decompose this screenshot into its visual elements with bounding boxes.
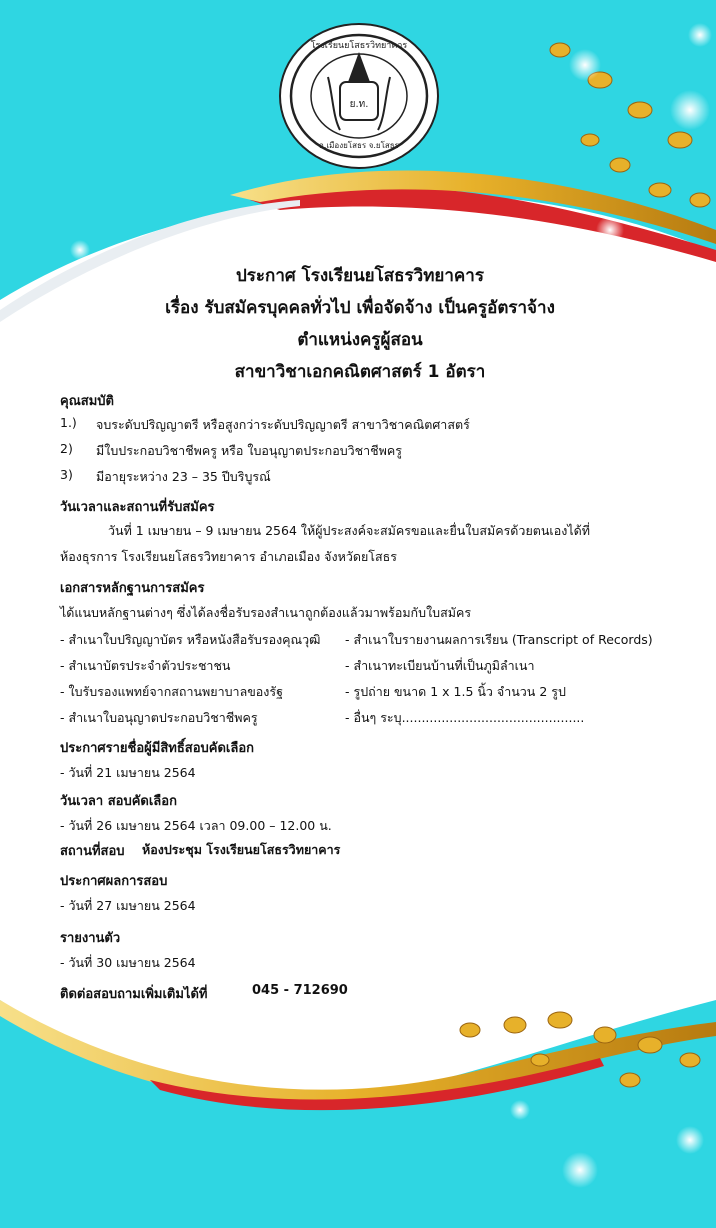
documents-heading: เอกสารหลักฐานการสมัคร [60, 581, 205, 596]
title-line-3: ตำแหน่งครูผู้สอน [297, 330, 423, 350]
exam-heading: วันเวลา สอบคัดเลือก [60, 794, 177, 809]
application-line-2: ห้องธุรการ โรงเรียนยโสธรวิทยาคาร อำเภอเมือง จังหวัดยโสธร [60, 549, 397, 564]
application-line-1: วันที่ 1 เมษายน – 9 เมษายน 2564 ให้ผู้ประสงค์จะสมัครขอและยื่นใบสมัครด้วยตนเองได้ที่ [108, 523, 590, 538]
eligible-date: - วันที่ 21 เมษายน 2564 [60, 765, 196, 780]
qualification-num-3: 3) [60, 467, 73, 482]
document-right-1: - สำเนาใบรายงานผลการเรียน (Transcript of Records) [345, 632, 653, 647]
qualification-num-1: 1.) [60, 415, 77, 430]
results-date: - วันที่ 27 เมษายน 2564 [60, 898, 196, 913]
results-heading: ประกาศผลการสอบ [60, 874, 168, 889]
qualification-item-3: มีอายุระหว่าง 23 – 35 ปีบริบูรณ์ [96, 469, 271, 484]
seal-initials: ย.ท. [349, 99, 369, 110]
title-line-4: สาขาวิชาเอกคณิตศาสตร์ 1 อัตรา [234, 362, 486, 382]
qualification-num-2: 2) [60, 441, 73, 456]
seal-ring-text: โรงเรียนยโสธรวิทยาคาร [310, 41, 408, 51]
application-heading: วันเวลาและสถานที่รับสมัคร [60, 500, 215, 515]
report-date: - วันที่ 30 เมษายน 2564 [60, 955, 196, 970]
document-right-2: - สำเนาทะเบียนบ้านที่เป็นภูมิลำเนา [345, 658, 535, 673]
exam-place-label: สถานที่สอบ [60, 844, 125, 859]
title-line-1: ประกาศ โรงเรียนยโสธรวิทยาคาร [236, 266, 484, 286]
contact-label: ติดต่อสอบถามเพิ่มเติมได้ที่ [60, 987, 208, 1002]
exam-place: ห้องประชุม โรงเรียนยโสธรวิทยาคาร [142, 842, 341, 857]
qualification-item-2: มีใบประกอบวิชาชีพครู หรือ ใบอนุญาตประกอบวิชาชีพครู [96, 443, 402, 458]
documents-intro: ได้แนบหลักฐานต่างๆ ซึ่งได้ลงชื่อรับรองสำเนาถูกต้องแล้วมาพร้อมกับใบสมัคร [60, 605, 472, 620]
seal-bottom-text: อ.เมืองยโสธร จ.ยโสธร [319, 141, 399, 150]
document-left-4: - สำเนาใบอนุญาตประกอบวิชาชีพครู [60, 710, 258, 725]
title-line-2: เรื่อง รับสมัครบุคคลทั่วไป เพื่อจัดจ้าง เป็นครูอัตราจ้าง [165, 298, 555, 318]
contact-phone: 045 - 712690 [252, 983, 348, 998]
document-right-3: - รูปถ่าย ขนาด 1 x 1.5 นิ้ว จำนวน 2 รูป [345, 684, 566, 699]
document-left-2: - สำเนาบัตรประจำตัวประชาชน [60, 658, 231, 673]
qualification-item-1: จบระดับปริญญาตรี หรือสูงกว่าระดับปริญญาตรี สาขาวิชาคณิตศาสตร์ [96, 417, 470, 432]
document-right-4: - อื่นๆ ระบุ.............................................. [345, 710, 585, 725]
document-left-3: - ใบรับรองแพทย์จากสถานพยาบาลของรัฐ [60, 684, 283, 699]
report-heading: รายงานตัว [60, 931, 121, 946]
eligible-heading: ประกาศรายชื่อผู้มีสิทธิ์สอบคัดเลือก [60, 741, 255, 756]
qualifications-heading: คุณสมบัติ [60, 394, 114, 409]
exam-date: - วันที่ 26 เมษายน 2564 เวลา 09.00 – 12.00 น. [60, 818, 332, 833]
document-left-1: - สำเนาใบปริญญาบัตร หรือหนังสือรับรองคุณวุฒิ [60, 632, 321, 647]
